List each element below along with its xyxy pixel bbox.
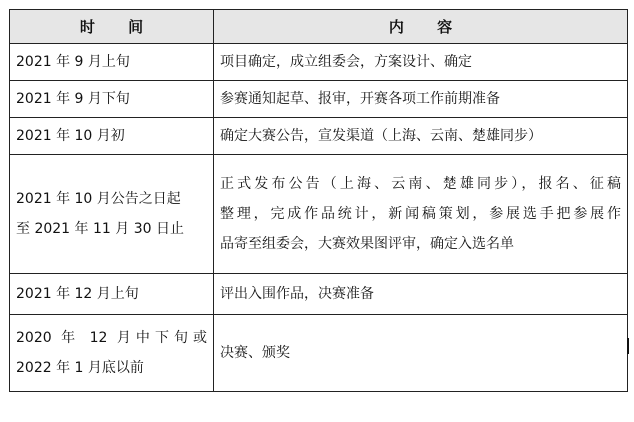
time-text: 2021 年 9 月上旬 bbox=[16, 54, 130, 70]
content-cell bbox=[214, 118, 628, 155]
time-cell bbox=[10, 118, 214, 155]
time-text: 2020 年 12 月中下旬或 bbox=[16, 330, 207, 346]
table-row bbox=[10, 155, 628, 274]
time-text: 至 2021 年 11 月 30 日止 bbox=[16, 221, 184, 237]
content-text: 决赛、颁奖 bbox=[220, 345, 290, 361]
table-header-row bbox=[10, 10, 628, 44]
table-row bbox=[10, 118, 628, 155]
time-cell bbox=[10, 155, 214, 274]
schedule-table bbox=[9, 9, 628, 392]
content-text: 整理，完成作品统计，新闻稿策划，参展选手把参展作 bbox=[220, 206, 621, 222]
time-cell bbox=[10, 44, 214, 81]
time-text: 2022 年 1 月底以前 bbox=[16, 360, 144, 376]
time-text: 2021 年 10 月初 bbox=[16, 128, 125, 144]
table-row bbox=[10, 44, 628, 81]
time-text: 2021 年 12 月上旬 bbox=[16, 286, 139, 302]
content-text: 评出入围作品，决赛准备 bbox=[220, 286, 374, 302]
content-cell bbox=[214, 315, 628, 392]
header-content: 内 容 bbox=[214, 10, 628, 44]
time-text: 2021 年 10 月公告之日起 bbox=[16, 191, 181, 207]
time-cell bbox=[10, 315, 214, 392]
content-text: 参赛通知起草、报审，开赛各项工作前期准备 bbox=[220, 91, 500, 107]
time-text: 2021 年 9 月下旬 bbox=[16, 91, 130, 107]
content-cell bbox=[214, 155, 628, 274]
cursor-mark bbox=[627, 338, 629, 354]
content-text: 正式发布公告（上海、云南、楚雄同步），报名、征稿 bbox=[220, 176, 621, 192]
content-text: 品寄至组委会，大赛效果图评审，确定入选名单 bbox=[220, 236, 514, 252]
table-row bbox=[10, 315, 628, 392]
content-text: 确定大赛公告，宣发渠道（上海、云南、楚雄同步） bbox=[220, 128, 542, 144]
time-cell bbox=[10, 274, 214, 315]
table-row bbox=[10, 81, 628, 118]
header-time: 时 间 bbox=[10, 10, 214, 44]
content-cell bbox=[214, 44, 628, 81]
content-cell bbox=[214, 81, 628, 118]
time-cell bbox=[10, 81, 214, 118]
content-text: 项目确定，成立组委会，方案设计、确定 bbox=[220, 54, 472, 70]
table-row bbox=[10, 274, 628, 315]
content-cell bbox=[214, 274, 628, 315]
